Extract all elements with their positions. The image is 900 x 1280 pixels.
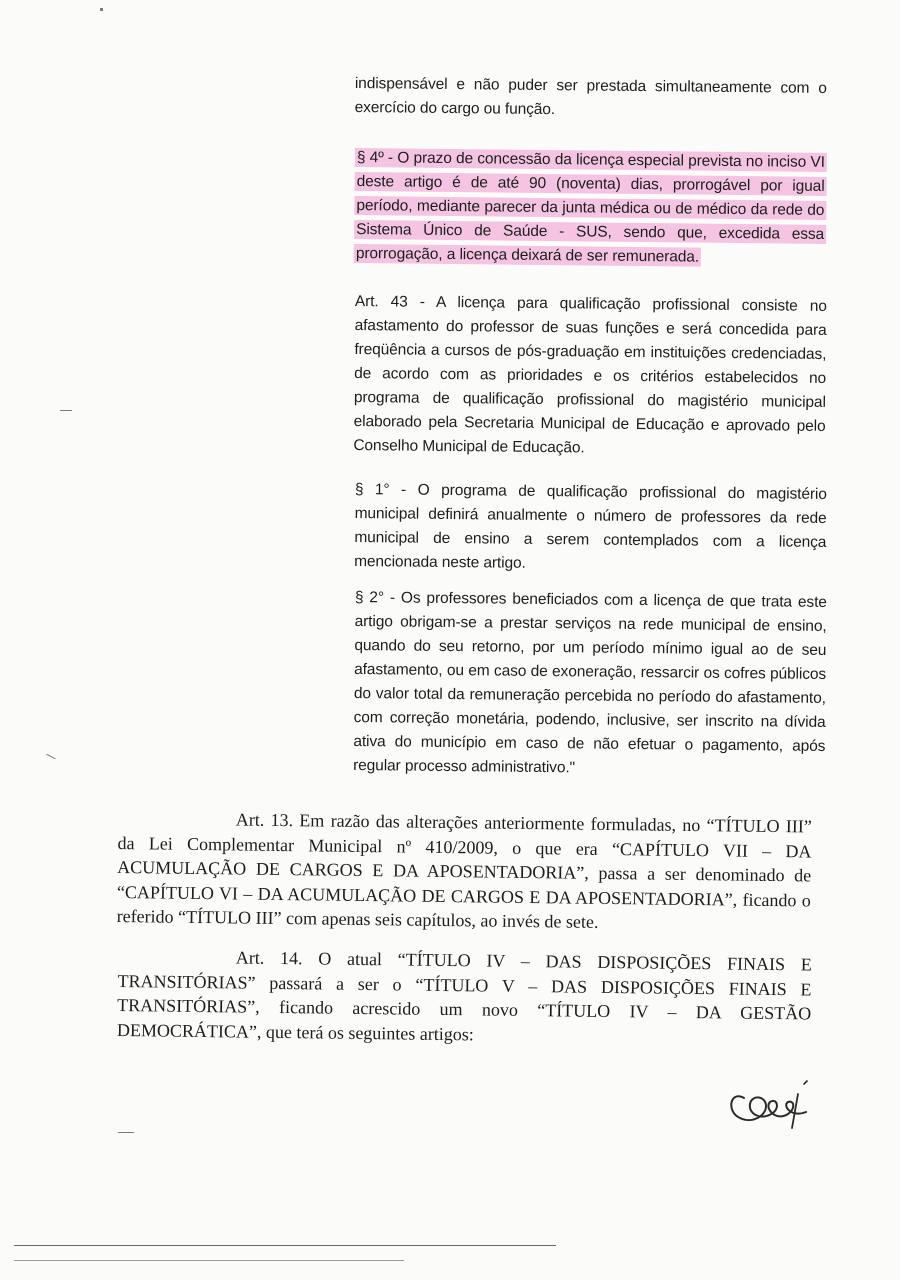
quoted-paragraph-continuation: indispensável e não puder ser prestada simultaneamente com o exercício do cargo ou função. bbox=[354, 74, 827, 119]
signature-icon bbox=[722, 1072, 818, 1136]
quoted-paragraph-section-2: § 2° - Os professores beneficiados com a licença de que trata este artigo obrigam-se a prestar serviços na rede municipal de ensino, quando do seu retorno, por um período mínimo igual ao de seu afastamento, ou em caso de exoneração, ressarcir os cofres públicos do valor total da remuneração percebida no período do afastamento, com correção monetária, podendo, inclusive, ser inscrito na dívida ativa do município em caso de não efetuar o pagamento, após regular processo administrativo." bbox=[353, 588, 827, 777]
footer-rule bbox=[14, 1245, 556, 1246]
footer-rule-secondary bbox=[14, 1260, 404, 1261]
scan-mark bbox=[60, 410, 72, 411]
scan-mark bbox=[118, 1132, 134, 1133]
highlighted-text: § 4º - O prazo de concessão da licença especial prevista no inciso VI deste artigo é de até 90 (noventa) dias, prorrogável por igual período, mediante parecer da junta médica ou de médico da rede do Sistema Único de Saúde - SUS, sendo que, excedida essa prorrogação, a licença deixará de ser remunerada. bbox=[354, 148, 827, 267]
scan-mark bbox=[46, 754, 55, 760]
quoted-paragraph-art-43: Art. 43 - A licença para qualificação profissional consiste no afastamento do professor de suas funções e será concedida para freqüência a cursos de pós-graduação em instituições credenciadas, de acordo com as prioridades e os critérios estabelecidos no programa de qualificação profissional do magistério municipal elaborado pela Secretaria Municipal de Educação e aprovado pelo Conselho Municipal de Educação. bbox=[353, 292, 827, 457]
scan-mark bbox=[100, 8, 103, 11]
article-14-paragraph: Art. 14. O atual “TÍTULO IV – DAS DISPOSIÇÕES FINAIS E TRANSITÓRIAS” passará a ser o “TÍTULO V – DAS DISPOSIÇÕES FINAIS E TRANSITÓRIAS”, ficando acrescido um novo “TÍTULO IV – DA GESTÃO DEMOCRÁTICA”, que terá os seguintes artigos: bbox=[116, 947, 812, 1044]
quoted-paragraph-section-4 bbox=[354, 146, 827, 271]
quoted-paragraph-section-1: § 1° - O programa de qualificação profissional do magistério municipal definirá anualmente o número de professores da rede municipal de ensino a serem contemplados com a licença mencionada neste artigo. bbox=[354, 480, 827, 572]
article-13-paragraph: Art. 13. Em razão das alterações anteriormente formuladas, no “TÍTULO III” da Lei Complementar Municipal nº 410/2009, o que era “CAPÍTULO VII – DA ACUMULAÇÃO DE CARGOS E DA APOSENTADORIA”, passa a ser denominado de “CAPÍTULO VI – DA ACUMULAÇÃO DE CARGOS E DA APOSENTADORIA”, ficando o referido “TÍTULO III” com apenas seis capítulos, ao invés de sete. bbox=[116, 809, 812, 932]
